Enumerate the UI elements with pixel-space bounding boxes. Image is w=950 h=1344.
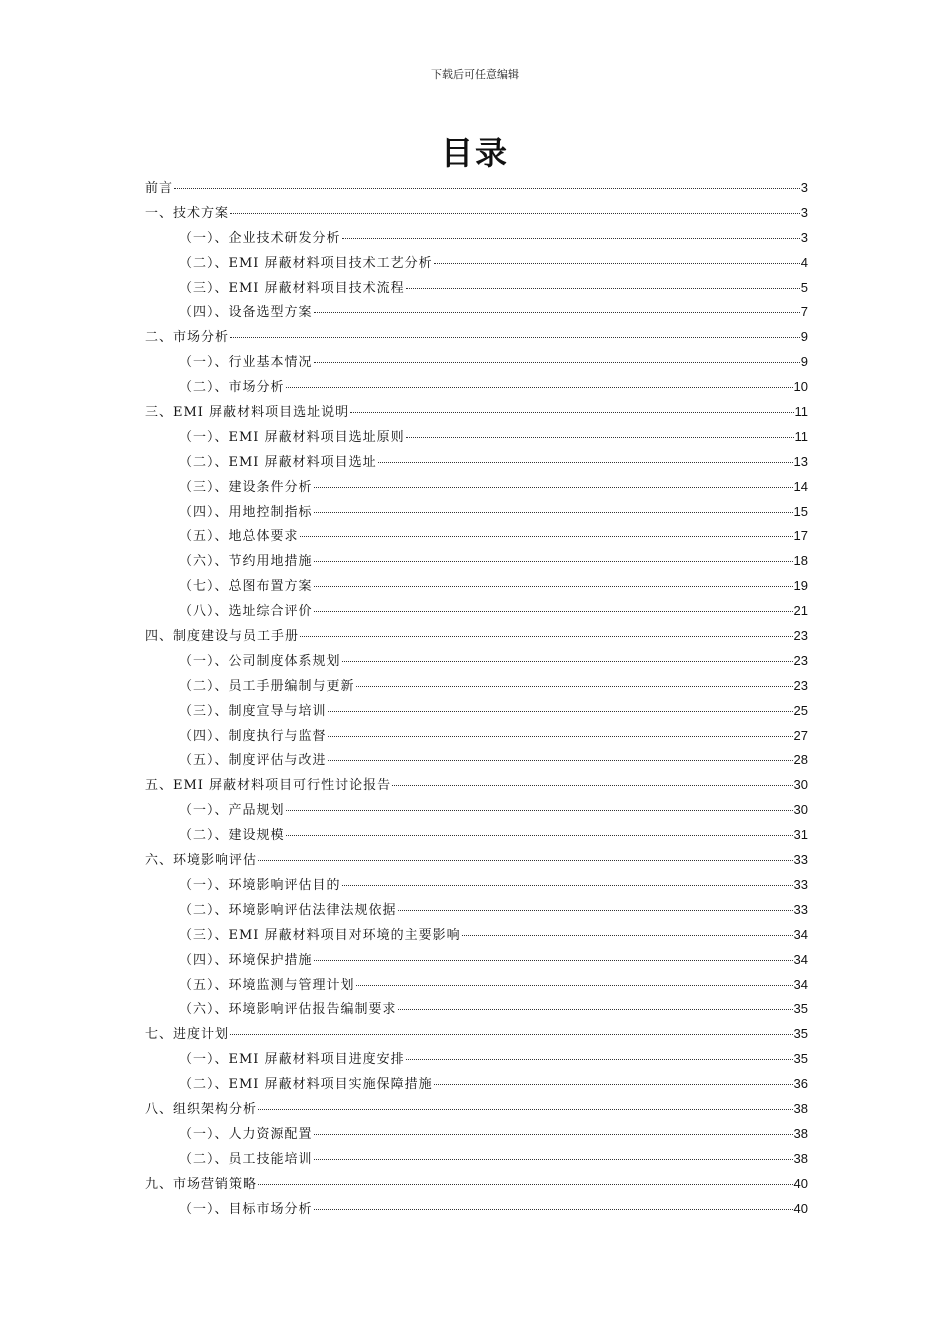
toc-entry[interactable] <box>145 500 808 525</box>
toc-entry-text: （一）、目标市场分析 <box>179 1201 313 1217</box>
toc-entry[interactable] <box>145 350 808 375</box>
toc-page-number: 34 <box>793 926 808 942</box>
toc-leader-dots <box>314 561 793 562</box>
toc-entry[interactable] <box>145 674 808 699</box>
toc-page-number: 28 <box>793 752 808 768</box>
toc-leader-dots <box>434 1084 793 1085</box>
toc-entry-text: 三、EMI 屏蔽材料项目选址说明 <box>145 405 350 421</box>
toc-page-number: 27 <box>793 727 808 743</box>
toc-title: 目录 <box>440 134 509 172</box>
toc-leader-dots <box>356 985 793 986</box>
toc-leader-dots <box>314 512 793 513</box>
toc-entry[interactable] <box>145 773 808 798</box>
toc-page-number: 11 <box>794 428 808 444</box>
toc-leader-dots <box>378 462 793 463</box>
toc-entry[interactable] <box>145 1122 808 1147</box>
toc-entry[interactable] <box>145 450 808 475</box>
toc-entry[interactable] <box>145 226 808 251</box>
toc-leader-dots <box>342 238 800 239</box>
toc-entry[interactable] <box>145 574 808 599</box>
toc-entry-text: 九、市场营销策略 <box>145 1176 258 1192</box>
toc-leader-dots <box>286 387 793 388</box>
toc-entry-text: （四）、环境保护措施 <box>179 952 313 968</box>
toc-leader-dots <box>406 437 794 438</box>
toc-entry[interactable] <box>145 1072 808 1097</box>
toc-entry-text: （四）、制度执行与监督 <box>179 728 327 744</box>
toc-leader-dots <box>406 1059 793 1060</box>
toc-entry[interactable] <box>145 798 808 823</box>
toc-page-number: 36 <box>793 1076 808 1092</box>
toc-entry[interactable] <box>145 201 808 226</box>
toc-page-number: 13 <box>793 453 808 469</box>
toc-entry[interactable] <box>145 1147 808 1172</box>
table-of-contents <box>145 176 808 1221</box>
toc-leader-dots <box>314 1159 793 1160</box>
toc-page-number: 30 <box>793 777 808 793</box>
toc-entry-text: （二）、EMI 屏蔽材料项目技术工艺分析 <box>179 255 433 271</box>
toc-leader-dots <box>314 960 793 961</box>
toc-entry-text: （二）、建设规模 <box>179 828 285 844</box>
toc-entry-text: 二、市场分析 <box>145 330 230 346</box>
toc-entry-text: （二）、市场分析 <box>179 380 285 396</box>
toc-entry-text: （三）、建设条件分析 <box>179 479 313 495</box>
toc-page-number: 35 <box>793 1001 808 1017</box>
toc-page-number: 19 <box>793 578 808 594</box>
toc-page-number: 34 <box>793 976 808 992</box>
toc-leader-dots <box>462 935 793 936</box>
toc-entry[interactable] <box>145 549 808 574</box>
toc-entry[interactable] <box>145 599 808 624</box>
toc-entry-text: （六）、环境影响评估报告编制要求 <box>179 1002 397 1018</box>
toc-entry[interactable] <box>145 251 808 276</box>
toc-leader-dots <box>314 1134 793 1135</box>
toc-entry-text: （五）、地总体要求 <box>179 529 299 545</box>
toc-entry[interactable] <box>145 524 808 549</box>
toc-entry-text: （二）、EMI 屏蔽材料项目实施保障措施 <box>179 1077 433 1093</box>
toc-page-number: 3 <box>800 229 808 245</box>
toc-leader-dots <box>328 736 793 737</box>
toc-entry[interactable] <box>145 375 808 400</box>
toc-leader-dots <box>314 1209 793 1210</box>
toc-leader-dots <box>406 288 800 289</box>
toc-entry[interactable] <box>145 300 808 325</box>
toc-leader-dots <box>230 213 800 214</box>
toc-entry-text: 七、进度计划 <box>145 1027 230 1043</box>
toc-page-number: 23 <box>793 652 808 668</box>
toc-entry-text: （五）、制度评估与改进 <box>179 753 327 769</box>
toc-leader-dots <box>314 362 800 363</box>
toc-leader-dots <box>314 586 793 587</box>
toc-leader-dots <box>300 636 793 637</box>
toc-entry[interactable] <box>145 325 808 350</box>
toc-leader-dots <box>314 312 800 313</box>
toc-page-number: 4 <box>800 254 808 270</box>
toc-entry[interactable] <box>145 1172 808 1197</box>
toc-leader-dots <box>258 860 793 861</box>
toc-entry-text: （一）、产品规划 <box>179 803 285 819</box>
toc-entry[interactable] <box>145 724 808 749</box>
toc-entry-text: （六）、节约用地措施 <box>179 554 313 570</box>
toc-page-number: 11 <box>794 404 808 420</box>
toc-page-number: 7 <box>800 304 808 320</box>
toc-entry[interactable] <box>145 475 808 500</box>
toc-entry-text: 四、制度建设与员工手册 <box>145 629 300 645</box>
toc-entry[interactable] <box>145 1022 808 1047</box>
toc-entry-text: 八、组织架构分析 <box>145 1101 258 1117</box>
toc-page-number: 34 <box>793 951 808 967</box>
toc-page-number: 40 <box>793 1200 808 1216</box>
toc-entry-text: （二）、EMI 屏蔽材料项目选址 <box>179 454 377 470</box>
toc-entry[interactable] <box>145 948 808 973</box>
toc-entry[interactable] <box>145 400 808 425</box>
toc-page-number: 40 <box>793 1175 808 1191</box>
toc-leader-dots <box>434 263 800 264</box>
toc-leader-dots <box>230 1034 793 1035</box>
toc-entry-text: （二）、环境影响评估法律法规依据 <box>179 902 397 918</box>
toc-entry-text: （四）、设备选型方案 <box>179 305 313 321</box>
toc-entry[interactable] <box>145 624 808 649</box>
toc-page-number: 9 <box>800 354 808 370</box>
toc-page-number: 25 <box>793 702 808 718</box>
toc-entry-text: （三）、EMI 屏蔽材料项目对环境的主要影响 <box>179 927 461 943</box>
toc-leader-dots <box>230 337 800 338</box>
toc-entry-text: （一）、行业基本情况 <box>179 355 313 371</box>
toc-page-number: 3 <box>800 204 808 220</box>
toc-leader-dots <box>286 835 793 836</box>
toc-entry-text: （一）、人力资源配置 <box>179 1126 313 1142</box>
toc-page-number: 38 <box>793 1100 808 1116</box>
toc-entry-text: 前言 <box>145 181 174 196</box>
toc-page-number: 3 <box>800 180 808 195</box>
toc-entry-text: 五、EMI 屏蔽材料项目可行性讨论报告 <box>145 778 392 794</box>
toc-entry[interactable] <box>145 176 808 201</box>
toc-entry-text: （三）、制度宣导与培训 <box>179 703 327 719</box>
toc-entry-text: （三）、EMI 屏蔽材料项目技术流程 <box>179 280 405 296</box>
toc-leader-dots <box>392 785 792 786</box>
toc-entry[interactable] <box>145 276 808 301</box>
toc-page-number: 38 <box>793 1150 808 1166</box>
toc-leader-dots <box>286 810 793 811</box>
toc-page-number: 5 <box>800 279 808 295</box>
toc-leader-dots <box>398 1009 793 1010</box>
page-header: 下载后可任意编辑 <box>431 68 519 81</box>
toc-leader-dots <box>398 910 793 911</box>
toc-entry[interactable] <box>145 973 808 998</box>
toc-entry-text: （七）、总图布置方案 <box>179 579 313 595</box>
toc-page-number: 9 <box>800 329 808 345</box>
toc-entry-text: 六、环境影响评估 <box>145 853 258 869</box>
toc-entry[interactable] <box>145 748 808 773</box>
toc-leader-dots <box>356 686 793 687</box>
toc-entry-text: （一）、EMI 屏蔽材料项目进度安排 <box>179 1052 405 1068</box>
toc-page-number: 23 <box>793 677 808 693</box>
toc-page-number: 10 <box>793 379 808 395</box>
toc-entry-text: 一、技术方案 <box>145 205 230 221</box>
toc-page-number: 35 <box>793 1051 808 1067</box>
toc-entry[interactable] <box>145 1047 808 1072</box>
toc-entry-text: （一）、环境影响评估目的 <box>179 877 341 893</box>
toc-page-number: 33 <box>793 852 808 868</box>
toc-entry-text: （二）、员工手册编制与更新 <box>179 678 355 694</box>
toc-entry[interactable] <box>145 997 808 1022</box>
toc-entry-text: （八）、选址综合评价 <box>179 604 313 620</box>
toc-entry[interactable] <box>145 823 808 848</box>
toc-entry[interactable] <box>145 898 808 923</box>
toc-entry[interactable] <box>145 1097 808 1122</box>
toc-leader-dots <box>342 661 793 662</box>
toc-leader-dots <box>258 1184 793 1185</box>
toc-entry[interactable] <box>145 848 808 873</box>
toc-page-number: 33 <box>793 901 808 917</box>
toc-leader-dots <box>258 1109 793 1110</box>
toc-leader-dots <box>174 188 800 189</box>
toc-leader-dots <box>314 611 793 612</box>
toc-leader-dots <box>314 487 793 488</box>
toc-entry[interactable] <box>145 425 808 450</box>
toc-entry-text: （五）、环境监测与管理计划 <box>179 977 355 993</box>
toc-entry-text: （四）、用地控制指标 <box>179 504 313 520</box>
toc-page-number: 17 <box>793 528 808 544</box>
toc-page-number: 18 <box>793 553 808 569</box>
toc-entry[interactable] <box>145 923 808 948</box>
toc-page-number: 15 <box>793 503 808 519</box>
toc-page-number: 21 <box>793 603 808 619</box>
toc-entry-text: （一）、公司制度体系规划 <box>179 653 341 669</box>
toc-page-number: 14 <box>793 478 808 494</box>
toc-entry-text: （一）、EMI 屏蔽材料项目选址原则 <box>179 429 405 445</box>
toc-leader-dots <box>350 412 793 413</box>
toc-entry-text: （一）、企业技术研发分析 <box>179 230 341 246</box>
toc-page-number: 35 <box>793 1026 808 1042</box>
toc-page-number: 31 <box>793 827 808 843</box>
toc-entry[interactable] <box>145 649 808 674</box>
toc-page-number: 33 <box>793 876 808 892</box>
toc-leader-dots <box>342 885 793 886</box>
toc-entry[interactable] <box>145 873 808 898</box>
toc-page-number: 23 <box>793 628 808 644</box>
toc-entry[interactable] <box>145 699 808 724</box>
toc-leader-dots <box>328 760 793 761</box>
toc-page-number: 38 <box>793 1125 808 1141</box>
toc-leader-dots <box>328 711 793 712</box>
toc-entry-text: （二）、员工技能培训 <box>179 1151 313 1167</box>
toc-entry[interactable] <box>145 1197 808 1222</box>
toc-leader-dots <box>300 536 793 537</box>
toc-page-number: 30 <box>793 802 808 818</box>
